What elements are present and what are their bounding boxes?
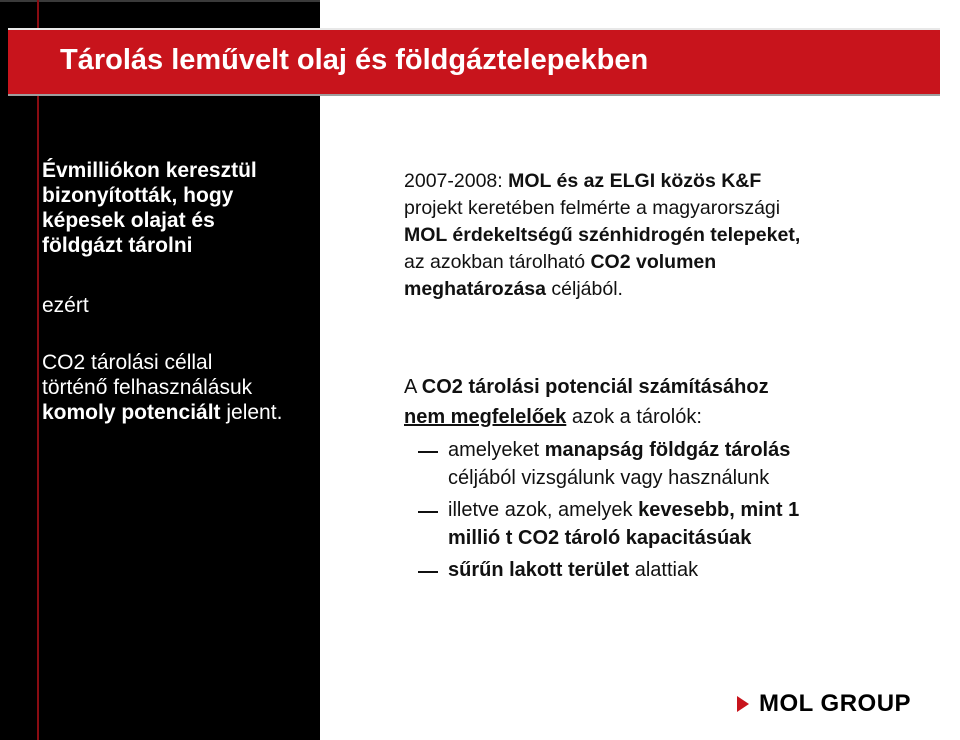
project-line-4-a: az azokban tárolható (404, 251, 591, 273)
left-intro-line-4: földgázt tárolni (42, 234, 193, 257)
left-intro-line-2: bizonyították, hogy (42, 184, 234, 207)
criteria-line-1-a: A (404, 376, 422, 398)
bullet-3-line-1 (448, 556, 938, 584)
project-line-5 (404, 276, 944, 303)
project-line-5-a: meghatározása (404, 278, 546, 300)
left-conclusion-line-2: történő felhasználásuk (42, 376, 253, 399)
slide-title: Tárolás leművelt olaj és földgáztelepekben (60, 44, 649, 76)
bullet-2-line-2: millió t CO2 tároló kapacitásúak (448, 527, 752, 549)
criteria-line-2-a: nem megfelelőek (404, 406, 567, 428)
project-line-5-b: céljából. (545, 278, 623, 300)
criteria-line-1-b: CO2 tárolási potenciál számításához (421, 376, 769, 398)
arrow-icon (737, 696, 749, 712)
bullet-3-line-1-b: sűrűn lakott terület (448, 559, 630, 581)
left-intro-text (42, 158, 257, 258)
list-item (418, 556, 938, 584)
dash-bullet-icon (418, 571, 438, 573)
left-intro-line-3: képesek olajat és (42, 209, 215, 232)
project-partners: MOL és az ELGI közös K&F (508, 170, 762, 192)
top-stripe (0, 0, 320, 2)
bullet-1-line-2: céljából vizsgálunk vagy használunk (448, 467, 770, 489)
left-conclusion-rest: jelent. (220, 401, 283, 424)
project-years: 2007-2008: (404, 170, 509, 192)
left-intro-line-1: Évmilliókon keresztül (42, 159, 257, 182)
criteria-paragraph (404, 372, 944, 432)
left-conclusion-line-3 (42, 400, 282, 425)
bullet-1-line-1 (448, 436, 938, 464)
criteria-line-2-b: azok a tárolók: (566, 406, 702, 428)
list-item (418, 496, 938, 552)
bullet-1-line-1-b: manapság földgáz tárolás (544, 439, 791, 461)
dash-bullet-icon (418, 511, 438, 513)
criteria-list (418, 436, 938, 588)
bullet-2-line-1 (448, 496, 938, 524)
bullet-2-line-1-b: kevesebb, mint 1 (638, 499, 800, 521)
list-item (418, 436, 938, 492)
left-connector-text (42, 293, 89, 318)
dash-bullet-icon (418, 451, 438, 453)
left-connector-word: ezért (42, 294, 89, 317)
left-conclusion-text (42, 350, 282, 425)
project-line-4-b: CO2 volumen (590, 251, 717, 273)
left-conclusion-line-1: CO2 tárolási céllal (42, 351, 213, 374)
logo-text: MOL GROUP (759, 690, 912, 717)
project-line-2: projekt keretében felmérte a magyarországi (404, 197, 781, 219)
bullet-1-line-1-a: amelyeket (448, 439, 545, 461)
project-line-4 (404, 249, 944, 276)
mol-group-logo (737, 689, 911, 719)
criteria-line-2 (404, 402, 944, 432)
project-line-1 (404, 168, 944, 195)
criteria-line-1 (404, 372, 944, 402)
project-line-3: MOL érdekeltségű szénhidrogén telepeket, (404, 224, 801, 246)
left-conclusion-bold: komoly potenciált (42, 401, 221, 424)
left-red-stripe (37, 0, 39, 740)
title-bar (8, 28, 940, 96)
bullet-2-line-1-a: illetve azok, amelyek (448, 499, 639, 521)
project-paragraph (404, 168, 944, 303)
bullet-3-line-1-c: alattiak (629, 559, 699, 581)
